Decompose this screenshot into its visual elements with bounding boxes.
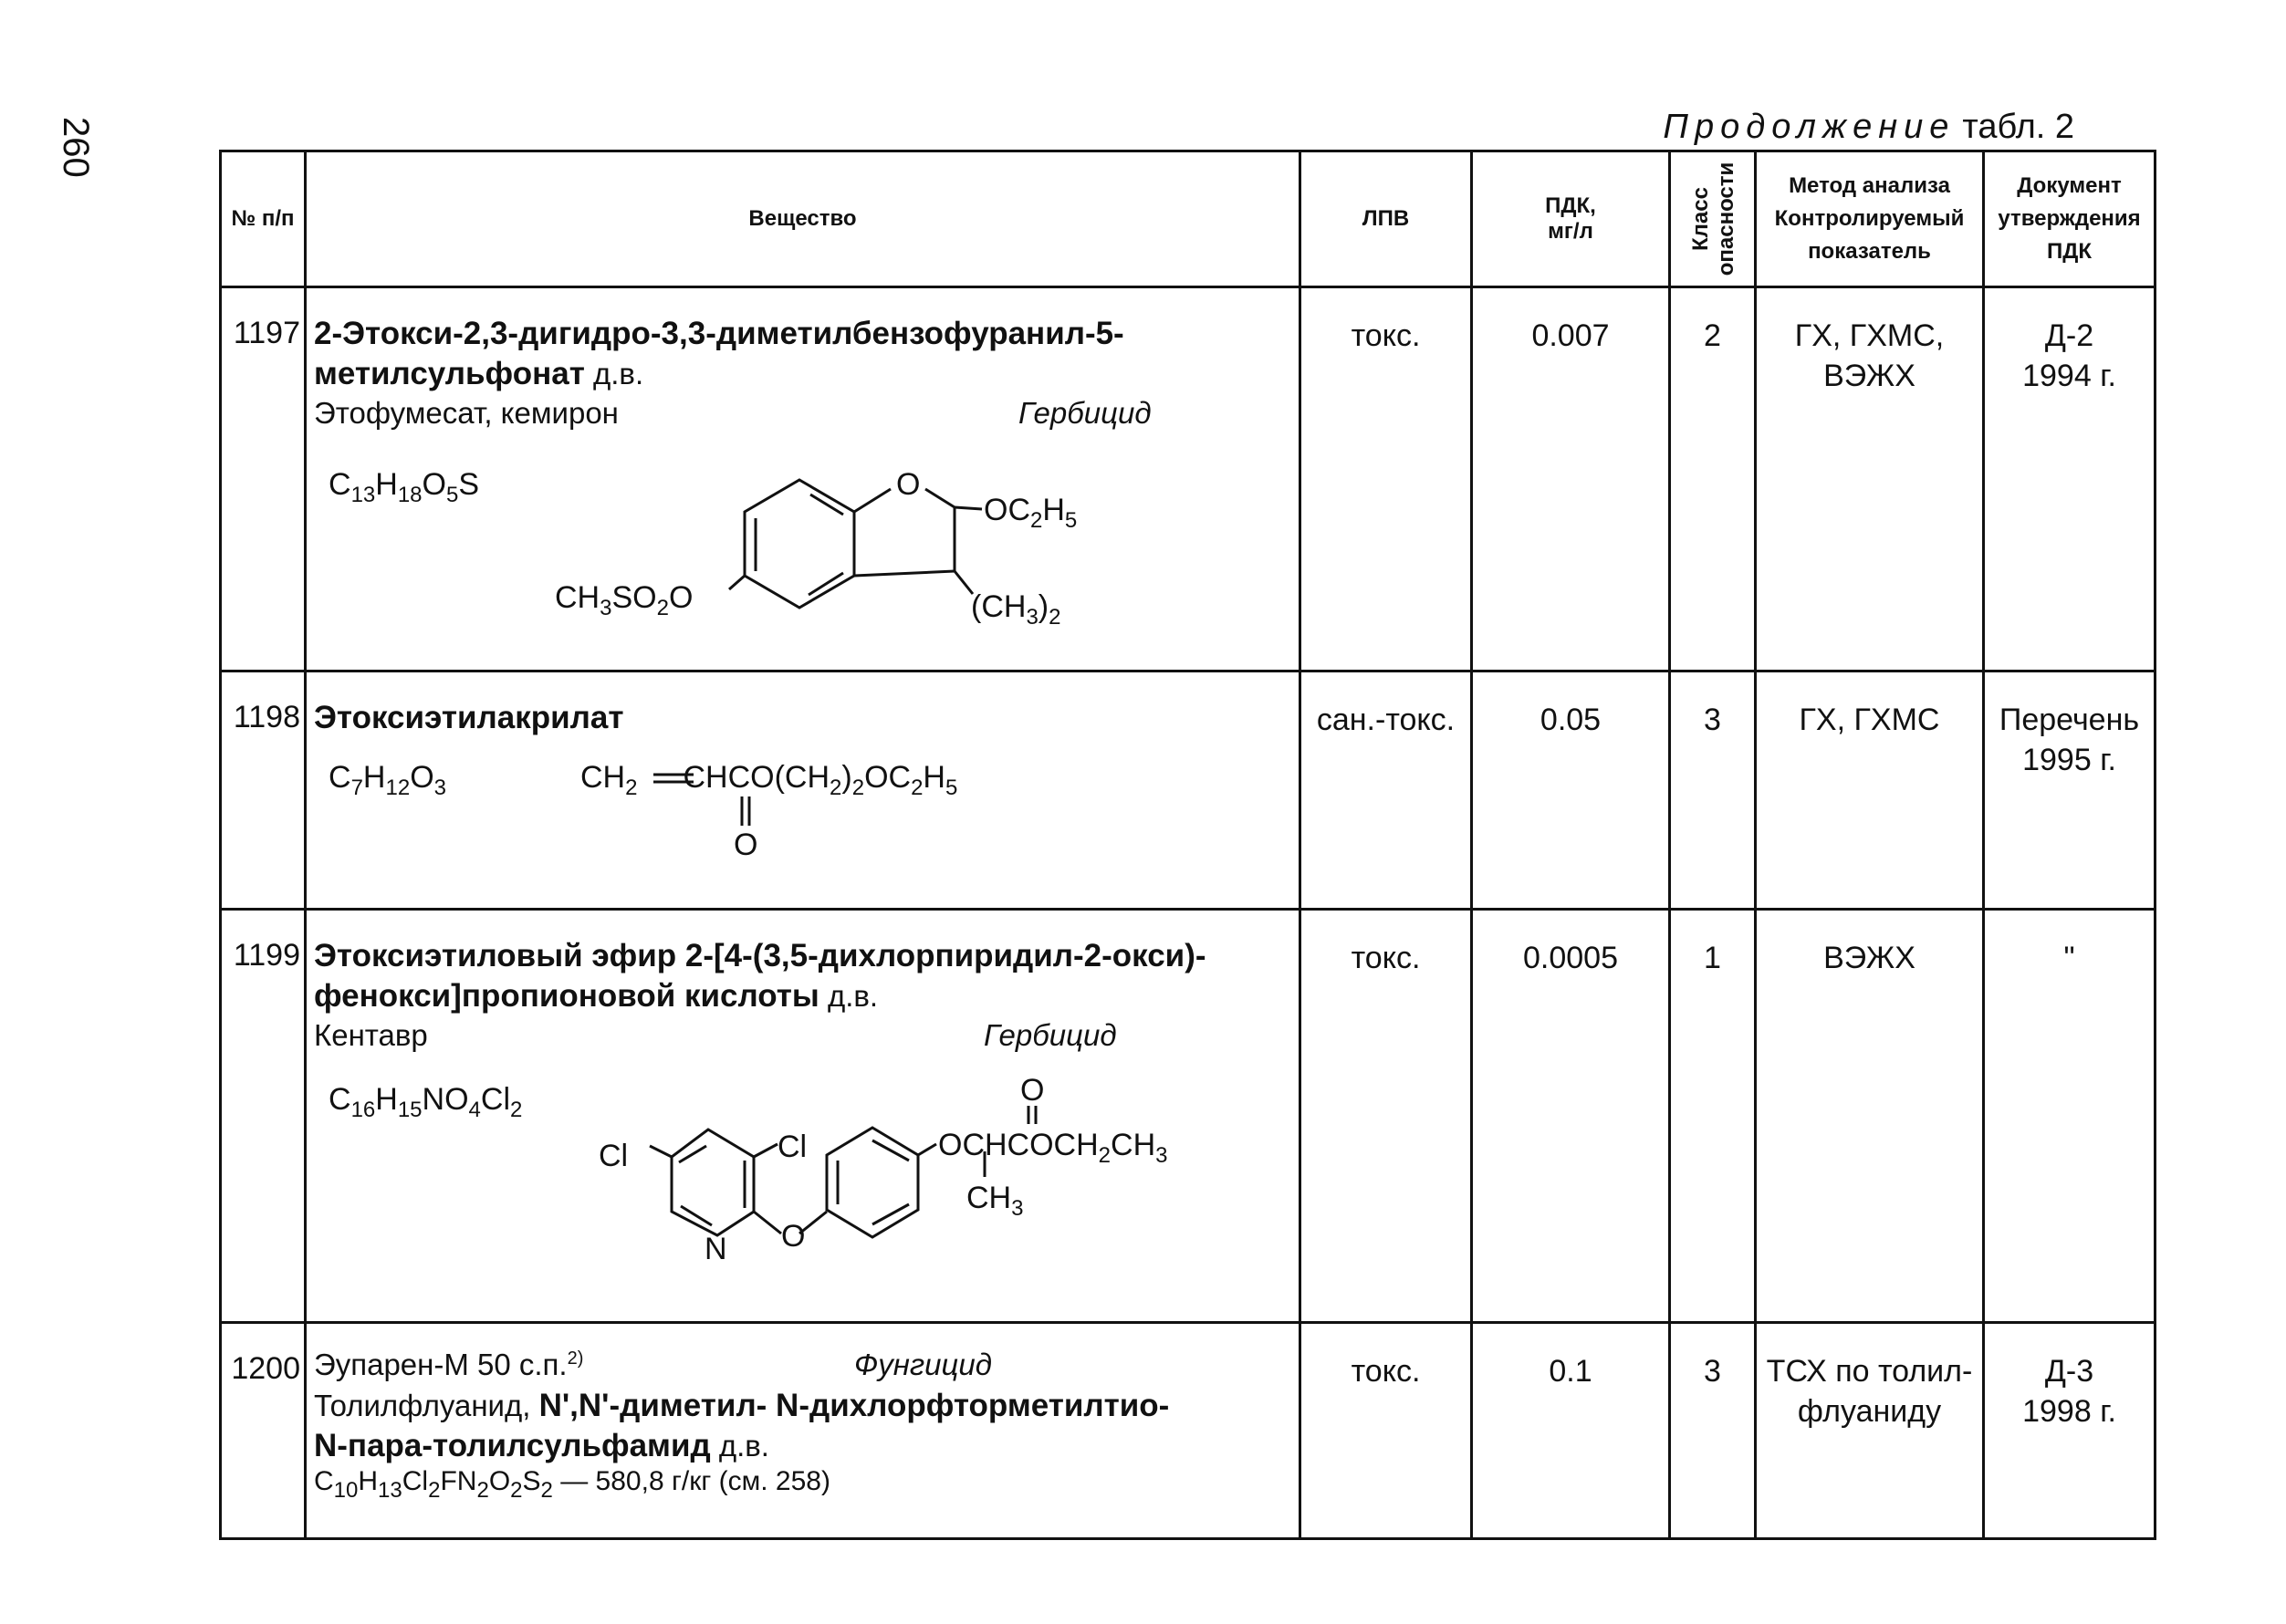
pdk-cell: 0.0005 (1472, 910, 1670, 1323)
substance-name-line3: N-пара-толилсульфамид д.в. (314, 1428, 769, 1463)
substituent-label: $CH_3$ (966, 1181, 1024, 1221)
header-row (221, 151, 2156, 287)
structure-diagram (580, 742, 1091, 869)
document-cell: Перечень 1995 г. (1984, 671, 2156, 910)
molecular-formula: $C_{13}H_{18}O_5S$ (329, 467, 480, 507)
header-hazard-text: Класс опасности (1688, 161, 1738, 276)
method-cell: ВЭЖХ (1756, 910, 1984, 1323)
header-method: Метод анализа Контролируемый показатель (1756, 151, 1984, 287)
header-lpv: ЛПВ (1300, 151, 1472, 287)
header-document: Документ утверждения ПДК (1984, 151, 2156, 287)
substance-use: Фунгицид (854, 1348, 992, 1381)
header-pdk: ПДК, мг/л (1472, 151, 1670, 287)
atom-label: O (781, 1219, 806, 1254)
table-row (221, 671, 2156, 910)
page-number: 260 (56, 117, 96, 178)
table-row (221, 910, 2156, 1323)
method-cell: ГХ, ГХМС, ВЭЖХ (1756, 287, 1984, 671)
atom-label: O (1020, 1073, 1045, 1108)
atom-label: O (896, 467, 921, 502)
hazard-cell: 2 (1670, 287, 1756, 671)
row-number: 1200 (221, 1323, 306, 1539)
pdk-cell: 0.1 (1472, 1323, 1670, 1539)
caption-continuation: Продолжение (1663, 108, 1956, 146)
hazard-cell: 3 (1670, 671, 1756, 910)
pdk-cell: 0.05 (1472, 671, 1670, 910)
substance-cell (306, 1323, 1300, 1539)
substituent-label: $OCHCOCH_2CH_3$ (938, 1128, 1168, 1168)
hazard-cell: 3 (1670, 1323, 1756, 1539)
substituent-label: $OC_2H_5$ (984, 493, 1078, 533)
method-cell: ТСХ по толил- флуаниду (1756, 1323, 1984, 1539)
document-cell: " (1984, 910, 2156, 1323)
substances-table (219, 150, 2156, 1540)
atom-label: Cl (778, 1130, 808, 1164)
substance-cell (306, 671, 1300, 910)
molecular-formula: $C_{10}H_{13}Cl_2FN_2O_2S_2$ — 580,8 г/кг (см. 258) (314, 1466, 830, 1503)
substance-use: Гербицид (984, 1018, 1117, 1052)
row-number: 1199 (221, 910, 306, 1323)
substance-cell (306, 287, 1300, 671)
molecular-formula: $C_{16}H_{15}NO_4Cl_2$ (329, 1082, 523, 1122)
header-num: № п/п (221, 151, 306, 287)
structure-diagram (599, 1066, 1256, 1294)
lpv-cell: токс. (1300, 1323, 1472, 1539)
document-cell: Д-2 1994 г. (1984, 287, 2156, 671)
structure-formula: $CH_2$ $CHCO(CH_2)_2OC_2H_5$ (580, 760, 958, 800)
molecular-formula: $C_7H_{12}O_3$ (329, 760, 446, 800)
substituent-label: $(CH_3)_2$ (971, 589, 1061, 630)
table-row (221, 1323, 2156, 1539)
row-number: 1198 (221, 671, 306, 910)
substance-name-line2: Толилфлуанид, N',N'-диметил- N-дихлорфторметилтио- (314, 1388, 1170, 1423)
pdk-cell: 0.007 (1472, 287, 1670, 671)
substance-use: Гербицид (1018, 396, 1152, 430)
lpv-cell: сан.-токс. (1300, 671, 1472, 910)
document-cell: Д-3 1998 г. (1984, 1323, 2156, 1539)
table-row (221, 287, 2156, 671)
substance-trade-name: Эупарен-М 50 с.п.$^{2)}$ (314, 1348, 584, 1381)
header-hazard (1670, 151, 1756, 287)
structure-diagram (555, 434, 1183, 642)
substance-synonyms: Этофумесат, кемирон (314, 396, 619, 430)
atom-label: O (734, 828, 758, 862)
lpv-cell: токс. (1300, 910, 1472, 1323)
substance-name-line1: Этоксиэтилакрилат (314, 700, 624, 735)
substituent-label: $CH_3SO_2O$ (555, 580, 694, 620)
hazard-cell: 1 (1670, 910, 1756, 1323)
substance-cell (306, 910, 1300, 1323)
caption-table-ref: табл. 2 (1962, 108, 2074, 146)
substance-name-line1: Этоксиэтиловый эфир 2-[4-(3,5-дихлорпиридил-2-окси)- (314, 938, 1206, 973)
atom-label: N (705, 1232, 727, 1266)
atom-label: Cl (599, 1139, 629, 1173)
method-cell: ГХ, ГХМС (1756, 671, 1984, 910)
lpv-cell: токс. (1300, 287, 1472, 671)
substance-name-line2: фенокси]пропионовой кислоты д.в. (314, 978, 879, 1014)
header-substance: Вещество (306, 151, 1300, 287)
row-number: 1197 (221, 287, 306, 671)
substance-synonyms: Кентавр (314, 1018, 428, 1052)
table-caption (1663, 108, 2074, 147)
substance-name-line2: метилсульфонат д.в. (314, 356, 644, 391)
substance-name-line1: 2-Этокси-2,3-дигидро-3,3-диметилбензофуранил-5- (314, 316, 1124, 351)
